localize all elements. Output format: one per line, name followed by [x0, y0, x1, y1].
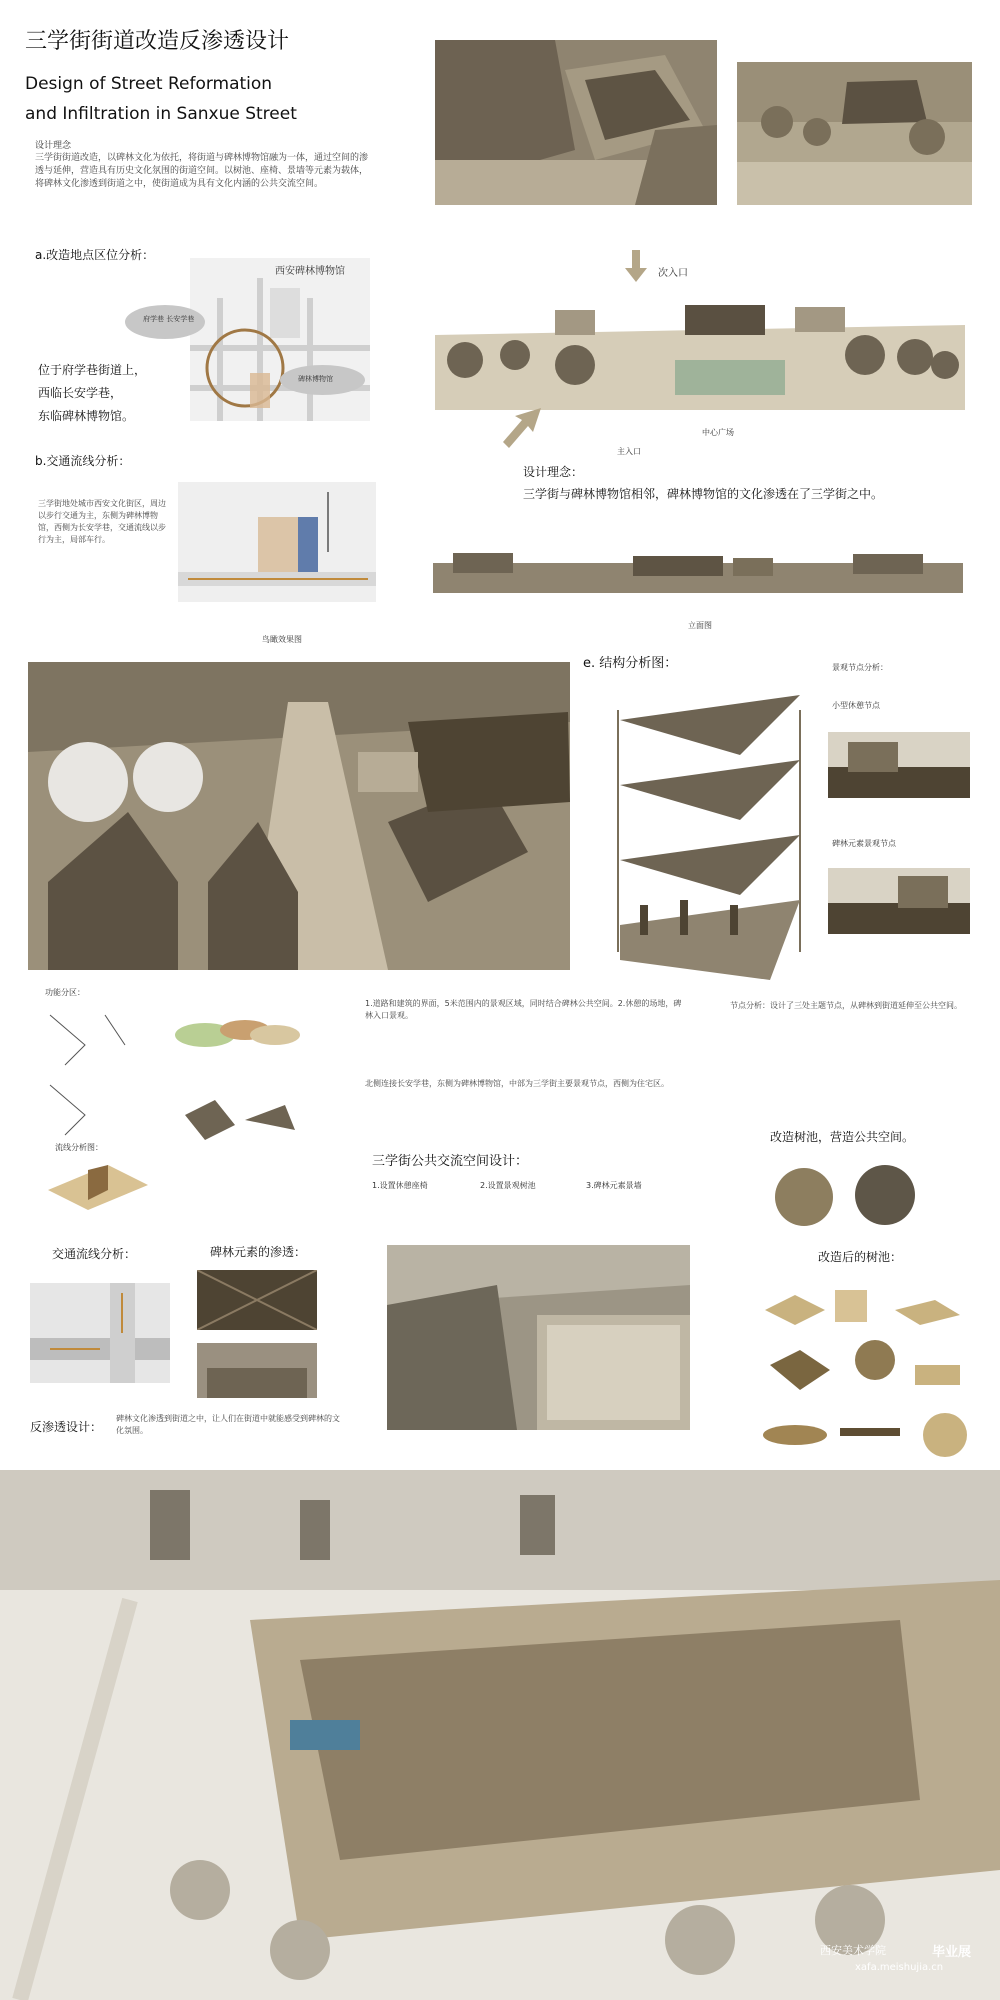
concept-heading: 设计理念： — [523, 465, 584, 479]
tree-pit-photo-2 — [855, 1165, 915, 1225]
node-2-render — [828, 868, 970, 934]
analysis-diagrams — [45, 1005, 315, 1185]
watermark-url: xafa.meishujia.cn — [855, 1962, 944, 1973]
english-title-line2: and Infiltration in Sanxue Street — [25, 104, 297, 124]
infiltration-heading: 反渗透设计： — [30, 1420, 103, 1434]
watermark-label: 毕业展 — [932, 1945, 972, 1960]
traffic-heading: b.交通流线分析： — [35, 454, 131, 468]
intro-body: 三学街街道改造，以碑林文化为依托，将街道与碑林博物馆融为一体，通过空间的渗透与延伸，营造具有历史文化氛围的街道空间。以树池、座椅、景墙等元素为载体，将碑林文化渗透到街道之中，使街道成为具有文化内涵的公共交流空间。 — [35, 153, 369, 189]
location-desc-1: 位于府学巷街道上， — [38, 363, 147, 377]
plaza-label: 中心广场 — [702, 428, 734, 437]
trees-after-heading: 改造后的树池： — [818, 1250, 903, 1264]
street-render-photo-2 — [737, 62, 972, 205]
node-1-render — [828, 732, 970, 798]
beilin-element-photo-2 — [197, 1343, 317, 1398]
node-2-label: 碑林元素景观节点 — [832, 839, 896, 848]
analysis-text-3: 节点分析：设计了三处主题节点，从碑林到街道延伸至公共空间。 — [730, 1001, 962, 1010]
perspective-label: 鸟瞰效果图 — [262, 635, 302, 644]
traffic-body: 三学街地处城市西安文化街区，周边以步行交通为主，东侧为碑林博物馆，西侧为长安学巷，交通流线以步行为主，局部车行。 — [38, 499, 166, 544]
public-space-render — [387, 1245, 690, 1430]
public-space-item-1: 1.设置休憩座椅 — [372, 1181, 428, 1190]
location-desc-2: 西临长安学巷， — [38, 386, 123, 400]
public-space-item-3: 3.碑林元素景墙 — [586, 1181, 642, 1190]
bubble-1-text: 府学巷 长安学巷 — [143, 315, 195, 323]
page-title: 三学街街道改造反渗透设计 — [25, 29, 290, 54]
analysis-text-2: 北侧连接长安学巷，东侧为碑林博物馆，中部为三学街主要景观节点，西侧为住宅区。 — [365, 1079, 669, 1088]
plaza-plan-render — [435, 295, 965, 410]
traffic-flow-diagram — [30, 1283, 170, 1383]
english-title-line1: Design of Street Reformation — [25, 74, 273, 94]
secondary-entrance-arrow — [625, 250, 647, 286]
location-desc-3: 东临碑林博物馆。 — [38, 409, 135, 423]
concept-body: 三学街与碑林博物馆相邻，碑林博物馆的文化渗透在了三学街之中。 — [523, 487, 884, 501]
elevation-label: 立面图 — [688, 621, 712, 630]
trees-heading: 改造树池，营造公共空间。 — [770, 1130, 915, 1144]
structure-heading: e. 结构分析图： — [583, 656, 678, 671]
street-elevation-render — [433, 548, 963, 598]
tree-pit-photo-1 — [775, 1168, 833, 1226]
watermark-school: 西安美术学院 — [820, 1944, 886, 1957]
location-map — [190, 258, 370, 421]
flow-diagram — [48, 1160, 148, 1210]
street-render-photo-1 — [435, 40, 717, 205]
tree-pit-models — [760, 1280, 975, 1465]
beilin-elements-heading: 碑林元素的渗透： — [210, 1245, 307, 1259]
aerial-render — [0, 1470, 1000, 2000]
infiltration-body: 碑林文化渗透到街道之中，让人们在街道中就能感受到碑林的文化氛围。 — [116, 1414, 340, 1435]
main-entrance-arrow — [503, 408, 541, 452]
street-perspective-render — [28, 662, 570, 970]
map-label-museum: 西安碑林博物馆 — [275, 266, 345, 277]
structure-side-title: 景观节点分析： — [832, 663, 888, 672]
location-heading: a.改造地点区位分析： — [35, 248, 155, 262]
flow-diagram-label: 流线分析图： — [55, 1143, 103, 1152]
secondary-entrance-label: 次入口 — [658, 268, 688, 279]
beilin-element-photo-1 — [197, 1270, 317, 1330]
traffic-map — [178, 482, 376, 602]
public-space-item-2: 2.设置景观树池 — [480, 1181, 536, 1190]
traffic-flow-heading: 交通流线分析： — [52, 1247, 137, 1261]
main-entrance-label: 主入口 — [617, 447, 641, 456]
intro-heading: 设计理念 — [35, 141, 72, 151]
node-1-label: 小型休憩节点 — [832, 701, 880, 710]
structure-layers-diagram — [610, 690, 810, 990]
analysis-heading: 功能分区： — [45, 988, 85, 997]
public-space-heading: 三学街公共交流空间设计： — [372, 1154, 529, 1169]
analysis-text-1: 1.道路和建筑的界面，5米范围内的景观区域，同时结合碑林公共空间。2.休憩的场地，碑林入口景观。 — [365, 999, 682, 1020]
bubble-2-text: 碑林博物馆 — [298, 375, 333, 383]
